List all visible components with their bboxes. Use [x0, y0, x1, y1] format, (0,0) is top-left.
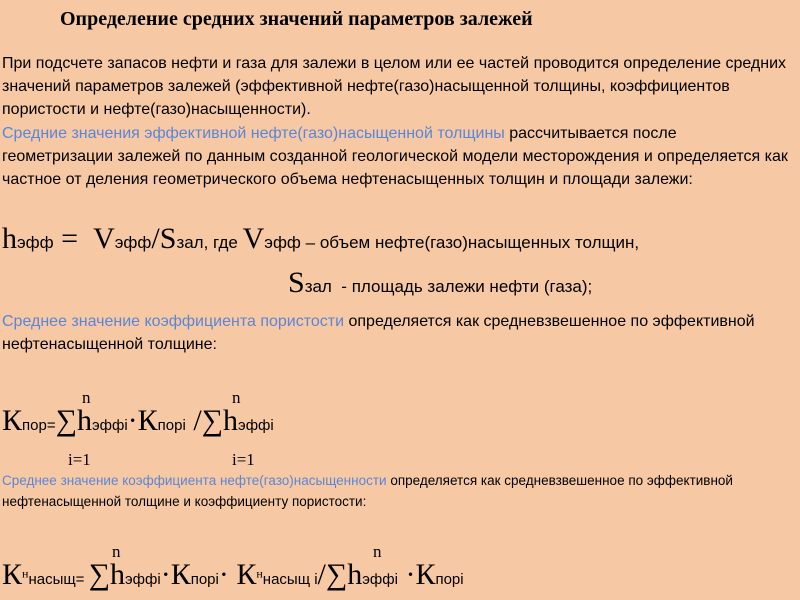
dot: · [160, 558, 171, 591]
intro-paragraph: При подсчете запасов нефти и газа для залежи в целом или ее частей проводится определение средних значений параметров залежей (эффективной нефте(газо)насыщенной толщины, коэффициентов пористости и нефте(газо)насыщенности). [2, 55, 787, 118]
h-symbol: h [2, 222, 17, 255]
sum-symbol: ∑ [88, 558, 111, 591]
k-subscript: насыщ i [262, 571, 318, 588]
sum-symbol: ∑ [325, 558, 348, 591]
h-symbol: h [76, 404, 92, 437]
porosity-paragraph [2, 310, 792, 356]
sum-upper-limit: n [373, 542, 382, 561]
page-title: Определение средних значений параметров залежей [60, 8, 533, 30]
saturation-text: определяется как средневзвешенное по эффективной нефтенасыщенной толщине и коэффициенту пористости: [2, 473, 733, 509]
h-subscript: эфф [17, 233, 54, 252]
s-subscript: зал [176, 233, 204, 252]
h-subscript: эффi [238, 417, 274, 434]
slash: / [185, 404, 202, 437]
k-symbol: К [137, 404, 158, 437]
where-text: , где [203, 233, 243, 252]
k-symbol: К [2, 558, 23, 591]
k-subscript: порi [190, 571, 219, 588]
sum-symbol: ∑ [201, 404, 224, 437]
h-subscript: эффi [125, 571, 161, 588]
thickness-text: рассчитывается после геометризации залежей по данным созданной геологической модели месторождения и определяется как частное от деления геометрического объема нефтенасыщенных толщин и площади залежи: [2, 125, 788, 188]
formula-porosity [2, 404, 274, 438]
h-subscript: эффi [91, 417, 128, 434]
slash: / [151, 222, 160, 255]
dot: · [397, 558, 416, 591]
saturation-highlight: Среднее значение коэффициента нефте(газо)насыщенности [2, 473, 387, 488]
porosity-text: определяется как средневзвешенное по эффективной нефтенасыщенной толщине: [2, 313, 755, 353]
k-symbol: К [2, 404, 23, 437]
sum-upper-limit: n [112, 542, 121, 561]
thickness-highlight: Средние значения эффективной нефте(газо)насыщенной толщины [2, 125, 505, 142]
h-symbol: h [347, 558, 363, 591]
formula-thickness [2, 222, 639, 256]
k-symbol: К [236, 558, 257, 591]
k-symbol: К [415, 558, 436, 591]
k-subscript: порi [435, 571, 464, 588]
h-symbol: h [223, 404, 239, 437]
h-symbol: h [110, 558, 126, 591]
equals-sign: = [53, 222, 94, 255]
sum-upper-limit: n [232, 388, 241, 407]
thickness-paragraph [2, 122, 792, 191]
s-symbol: S [159, 222, 177, 255]
dot: · [127, 404, 138, 437]
k-symbol: К [170, 558, 191, 591]
formula-saturation [2, 558, 464, 592]
v-symbol: V [93, 222, 115, 255]
v2-symbol: V [242, 222, 265, 255]
h-subscript: эффi [362, 571, 398, 588]
s2-symbol: S [288, 266, 305, 299]
saturation-paragraph [2, 470, 792, 512]
s-description: - площадь залежи нефти (газа); [331, 277, 593, 296]
k-subscript: насыщ= [28, 571, 89, 588]
sum-symbol: ∑ [55, 404, 77, 437]
sum-lower-limit: i=1 [68, 450, 91, 469]
k-superscript: н [22, 566, 29, 581]
v-subscript: эфф [114, 233, 152, 252]
formula-area [288, 266, 592, 300]
k-superscript: н [256, 566, 263, 581]
k-subscript: порi [157, 417, 186, 434]
v2-subscript: эфф [264, 233, 301, 252]
k-subscript: пор= [22, 417, 56, 434]
porosity-highlight: Среднее значение коэффициента пористости [2, 313, 345, 330]
s2-subscript: зал [304, 277, 332, 296]
dot: · [218, 558, 237, 591]
v-description: – объем нефте(газо)насыщенных толщин, [300, 233, 640, 252]
sum-lower-limit: i=1 [232, 450, 255, 469]
sum-upper-limit: n [82, 388, 91, 407]
slash: / [317, 558, 326, 591]
